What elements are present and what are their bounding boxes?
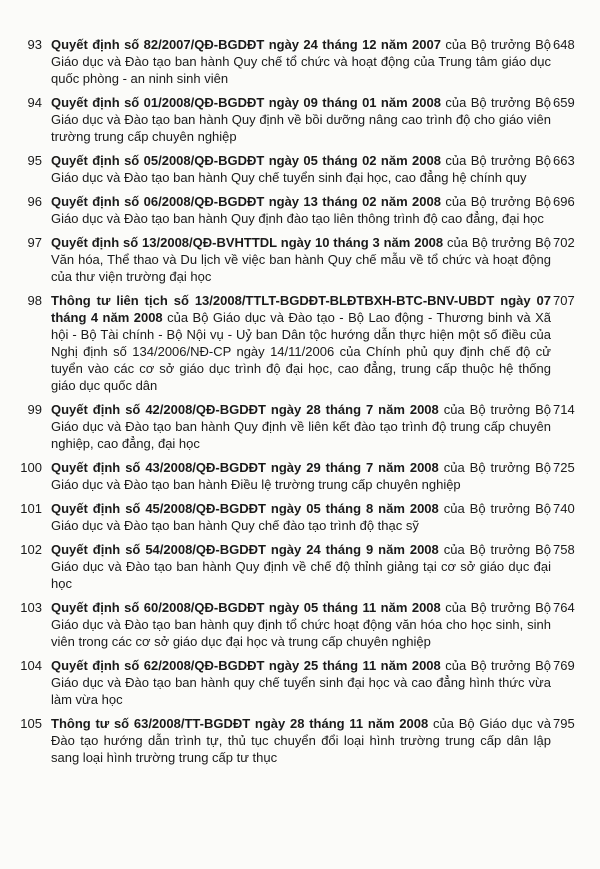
entry-number: 105	[20, 716, 42, 731]
entry-description: của Bộ trưởng Bộ Giáo dục và Đào tạo ban hành Quy định về bồi dưỡng nâng cao trình độ cho giáo viên trường trung cấp chuyên nghiệp	[51, 95, 551, 144]
entry-text	[51, 599, 551, 650]
entry-page-number: 740	[553, 501, 575, 516]
entry-number: 100	[20, 460, 42, 475]
toc-entry	[0, 292, 600, 394]
entry-description: của Bộ Giáo dục và Đào tạo hướng dẫn trình tự, thủ tục chuyển đổi loại hình trường trung cấp dân lập sang loại hình trường trung cấp tư thục	[51, 716, 551, 765]
entry-page-number: 764	[553, 600, 575, 615]
entry-page-number: 795	[553, 716, 575, 731]
entry-page-number: 707	[553, 293, 575, 308]
entry-description: của Bộ trưởng Bộ Giáo dục và Đào tạo ban hành quy định tổ chức hoạt động văn hóa cho học sinh, sinh viên trong các cơ sở giáo dục đại học và trung cấp chuyên nghiệp	[51, 600, 551, 649]
toc-entry	[0, 541, 600, 592]
entry-page-number: 714	[553, 402, 575, 417]
entry-number: 102	[20, 542, 42, 557]
entry-page-number: 702	[553, 235, 575, 250]
entry-title: Quyết định số 05/2008/QĐ-BGDĐT ngày 05 tháng 02 năm 2008	[51, 153, 441, 168]
entry-title: Quyết định số 60/2008/QĐ-BGDĐT ngày 05 tháng 11 năm 2008	[51, 600, 441, 615]
entry-number: 97	[27, 235, 42, 250]
entry-title: Quyết định số 45/2008/QĐ-BGDĐT ngày 05 tháng 8 năm 2008	[51, 501, 439, 516]
entry-number: 93	[27, 37, 42, 52]
entry-description: của Bộ trưởng Bộ Giáo dục và Đào tạo ban hành Quy chế đào tạo trình độ thạc sỹ	[51, 501, 551, 533]
entry-title: Quyết định số 42/2008/QĐ-BGDĐT ngày 28 tháng 7 năm 2008	[51, 402, 439, 417]
toc-entry	[0, 599, 600, 650]
entry-title: Quyết định số 54/2008/QĐ-BGDĐT ngày 24 tháng 9 năm 2008	[51, 542, 439, 557]
toc-entry	[0, 36, 600, 87]
entry-description: của Bộ Giáo dục và Đào tạo - Bộ Lao động - Thương binh và Xã hội - Bộ Tài chính - Bộ Nội vụ - Uỷ ban Dân tộc hướng dẫn thực hiện một số điều của Nghị định số 134/2006/NĐ-CP ngày 14/11/2006 của Chính phủ quy định chế độ cử tuyển vào các cơ sở giáo dục trình độ đại học, cao đẳng, trung cấp thuộc hệ thống giáo dục quốc dân	[51, 310, 551, 393]
entry-title: Quyết định số 43/2008/QĐ-BGDĐT ngày 29 tháng 7 năm 2008	[51, 460, 439, 475]
entry-text	[51, 500, 551, 534]
entry-description: của Bộ trưởng Bộ Giáo dục và Đào tạo ban hành Quy định về liên kết đào tạo trình độ trung cấp chuyên nghiệp, cao đẳng, đại học	[51, 402, 551, 451]
entry-text	[51, 193, 551, 227]
entry-text	[51, 715, 551, 766]
entry-title: Thông tư liên tịch số 13/2008/TTLT-BGDĐT-BLĐTBXH-BTC-BNV-UBDT ngày 07 tháng 4 năm 2008	[51, 293, 551, 325]
entry-description: của Bộ trưởng Bộ Văn hóa, Thể thao và Du lịch về việc ban hành Quy chế mẫu về tổ chức và hoạt động của thư viện trường đại học	[51, 235, 551, 284]
toc-entry	[0, 152, 600, 186]
entry-description: của Bộ trưởng Bộ Giáo dục và Đào tạo ban hành Quy chế tuyển sinh đại học, cao đẳng hệ chính quy	[51, 153, 551, 185]
entry-text	[51, 541, 551, 592]
entry-title: Quyết định số 62/2008/QĐ-BGDĐT ngày 25 tháng 11 năm 2008	[51, 658, 441, 673]
entry-text	[51, 292, 551, 394]
toc-entry	[0, 500, 600, 534]
entry-number: 103	[20, 600, 42, 615]
toc-entry	[0, 459, 600, 493]
entry-title: Quyết định số 13/2008/QĐ-BVHTTDL ngày 10 tháng 3 năm 2008	[51, 235, 444, 250]
entry-text	[51, 401, 551, 452]
entry-number: 95	[27, 153, 42, 168]
entry-text	[51, 657, 551, 708]
entry-number: 104	[20, 658, 42, 673]
entry-title: Thông tư số 63/2008/TT-BGDĐT ngày 28 tháng 11 năm 2008	[51, 716, 429, 731]
toc-entry	[0, 234, 600, 285]
entry-text	[51, 234, 551, 285]
entry-page-number: 663	[553, 153, 575, 168]
entry-description: của Bộ trưởng Bộ Giáo dục và Đào tạo ban hành quy chế tuyển sinh đại học và cao đẳng hình thức vừa làm vừa học	[51, 658, 551, 707]
entry-text	[51, 36, 551, 87]
entry-number: 99	[27, 402, 42, 417]
entry-number: 96	[27, 194, 42, 209]
entry-description: của Bộ trưởng Bộ Giáo dục và Đào tạo ban hành Quy chế tổ chức và hoạt động của Trung tâm giáo dục quốc phòng - an ninh sinh viên	[51, 37, 551, 86]
entry-page-number: 758	[553, 542, 575, 557]
entry-page-number: 725	[553, 460, 575, 475]
entry-title: Quyết định số 01/2008/QĐ-BGDĐT ngày 09 tháng 01 năm 2008	[51, 95, 441, 110]
entry-description: của Bộ trưởng Bộ Giáo dục và Đào tạo ban hành Quy định đào tạo liên thông trình độ cao đẳng, đại học	[51, 194, 551, 226]
toc-entry	[0, 715, 600, 766]
entry-page-number: 648	[553, 37, 575, 52]
entry-number: 94	[27, 95, 42, 110]
entry-description: của Bộ trưởng Bộ Giáo dục và Đào tạo ban hành Quy định về chế độ thỉnh giảng tại cơ sở giáo dục đại học	[51, 542, 551, 591]
entry-number: 101	[20, 501, 42, 516]
entry-title: Quyết định số 82/2007/QĐ-BGDĐT ngày 24 tháng 12 năm 2007	[51, 37, 441, 52]
entry-page-number: 769	[553, 658, 575, 673]
entry-text	[51, 152, 551, 186]
toc-entry	[0, 94, 600, 145]
toc-entry	[0, 657, 600, 708]
toc-entry	[0, 193, 600, 227]
toc-entry	[0, 401, 600, 452]
entry-page-number: 696	[553, 194, 575, 209]
table-of-contents	[0, 36, 600, 766]
entry-title: Quyết định số 06/2008/QĐ-BGDĐT ngày 13 tháng 02 năm 2008	[51, 194, 441, 209]
entry-page-number: 659	[553, 95, 575, 110]
entry-description: của Bộ trưởng Bộ Giáo dục và Đào tạo ban hành Điều lệ trường trung cấp chuyên nghiệp	[51, 460, 551, 492]
entry-text	[51, 459, 551, 493]
entry-number: 98	[27, 293, 42, 308]
entry-text	[51, 94, 551, 145]
